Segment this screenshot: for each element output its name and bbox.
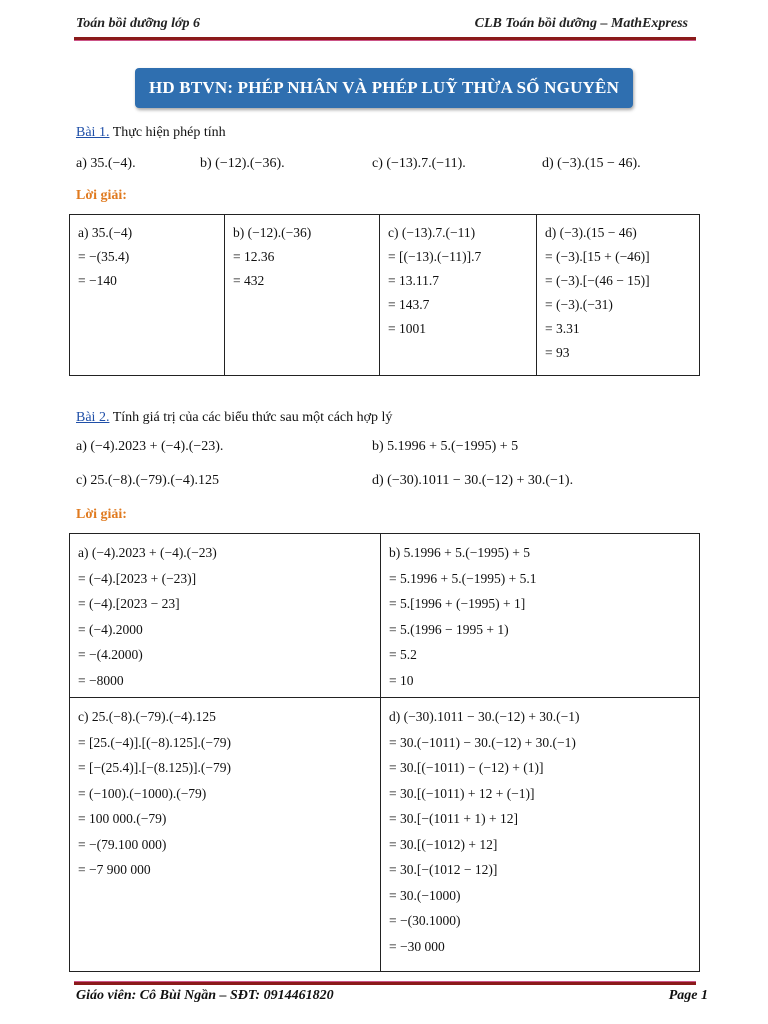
- solution-line: = (−3).(−31): [545, 297, 613, 312]
- solution-line: = −(4.2000): [78, 647, 143, 662]
- solution-line: = −140: [78, 273, 117, 288]
- solution-line: = (−100).(−1000).(−79): [78, 785, 207, 801]
- solution-line: = (−3).[15 + (−46)]: [545, 249, 650, 264]
- bai2-solution-a: [70, 534, 381, 698]
- solution-line: = 13.11.7: [388, 273, 439, 288]
- footer-left: Giáo viên: Cô Bùi Ngần – SĐT: 0914461820: [76, 988, 334, 1003]
- bai2-label: Bài 2.: [76, 410, 110, 425]
- solution-line: a) 35.(−4): [78, 225, 133, 240]
- bai1-solution-c: [380, 215, 537, 376]
- solution-line: = 1001: [388, 321, 426, 336]
- solution-line: = [−(25.4)].[−(8.125)].(−79): [78, 760, 232, 775]
- solution-line: = (−4).[2023 + (−23)]: [78, 570, 197, 586]
- solution-line: a) (−4).2023 + (−4).(−23): [78, 545, 217, 560]
- bai1-problem-c: c) (−13).7.(−11).: [372, 156, 466, 171]
- bai1-solution-a: [70, 215, 225, 376]
- solution-line: = −30 000: [389, 938, 445, 954]
- solution-line: = (−4).[2023 − 23]: [78, 596, 180, 611]
- bai2-problem-d: d) (−30).1011 − 30.(−12) + 30.(−1).: [372, 473, 574, 488]
- bai2-solution-c: [70, 698, 381, 972]
- bai1-label: Bài 1.: [76, 125, 110, 140]
- solution-line: d) (−3).(15 − 46): [545, 225, 637, 240]
- solution-line: = [25.(−4)].[(−8).125].(−79): [78, 734, 232, 750]
- title-wrap: [0, 68, 768, 108]
- footer-rule: [74, 981, 696, 985]
- solution-line: = −(79.100 000): [78, 836, 167, 852]
- solution-line: = 30.[(−1011) + 12 + (−1)]: [389, 785, 535, 801]
- solution-line: = [(−13).(−11)].7: [388, 249, 482, 264]
- solution-line: = 432: [233, 273, 265, 288]
- bai2-solution-b: [381, 534, 700, 698]
- solution-line: = 93: [545, 345, 570, 360]
- solution-line: = 5.2: [389, 647, 417, 662]
- solution-line: = 30.[−(1012 − 12)]: [389, 862, 498, 877]
- solution-line: = 3.31: [545, 321, 580, 336]
- solution-line: c) (−13).7.(−11): [388, 225, 476, 240]
- solution-line: = −8000: [78, 672, 124, 688]
- solution-line: = 5.[1996 + (−1995) + 1]: [389, 596, 526, 611]
- page-number: Page 1: [668, 988, 708, 1003]
- bai1-solution-b: [225, 215, 380, 376]
- solution-line: = (−4).2000: [78, 621, 143, 637]
- solution-line: = −(35.4): [78, 249, 130, 264]
- solution-line: b) (−12).(−36): [233, 225, 312, 240]
- solution-line: = 30.[(−1012) + 12]: [389, 836, 498, 852]
- bai2-problem-b: b) 5.1996 + 5.(−1995) + 5: [372, 439, 519, 454]
- solution-line: = 30.(−1011) − 30.(−12) + 30.(−1): [389, 734, 576, 750]
- bai2-solution-d: [381, 698, 700, 972]
- solution-line: = 30.[−(1011 + 1) + 12]: [389, 811, 518, 826]
- bai2-problem-a: a) (−4).2023 + (−4).(−23).: [76, 439, 224, 454]
- solution-line: d) (−30).1011 − 30.(−12) + 30.(−1): [389, 709, 580, 724]
- solution-line: = −(30.1000): [389, 913, 461, 928]
- solution-line: = 30.(−1000): [389, 887, 461, 903]
- bai1-loigiai: Lời giải:: [76, 188, 127, 203]
- bai1-problem-b: b) (−12).(−36).: [200, 156, 285, 171]
- bai1-solution-table: [69, 214, 700, 376]
- solution-line: = 30.[(−1011) − (−12) + (1)]: [389, 760, 544, 775]
- bai1-problem-a: a) 35.(−4).: [76, 156, 136, 171]
- solution-line: = 5.(1996 − 1995 + 1): [389, 621, 509, 637]
- bai1-solution-d: [537, 215, 700, 376]
- solution-line: = 10: [389, 672, 414, 688]
- solution-line: = 5.1996 + 5.(−1995) + 5.1: [389, 570, 537, 586]
- bai2-solution-table: [69, 533, 700, 972]
- solution-line: = (−3).[−(46 − 15)]: [545, 273, 650, 288]
- solution-line: = 100 000.(−79): [78, 811, 167, 826]
- header-rule: [74, 37, 696, 41]
- bai1-heading: [76, 125, 226, 141]
- solution-line: = 143.7: [388, 297, 430, 312]
- bai2-problem-c: c) 25.(−8).(−79).(−4).125: [76, 473, 220, 488]
- bai2-heading: [76, 410, 392, 426]
- bai2-loigiai: Lời giải:: [76, 507, 127, 522]
- bai1-text: Thực hiện phép tính: [109, 125, 226, 140]
- solution-line: b) 5.1996 + 5.(−1995) + 5: [389, 545, 530, 560]
- solution-line: c) 25.(−8).(−79).(−4).125: [78, 709, 216, 724]
- solution-line: = 12.36: [233, 249, 275, 264]
- header-left: Toán bồi dưỡng lớp 6: [76, 16, 201, 31]
- bai1-problem-d: d) (−3).(15 − 46).: [542, 156, 641, 171]
- bai2-text: Tính giá trị của các biểu thức sau một cách hợp lý: [109, 410, 393, 425]
- solution-line: = −7 900 000: [78, 862, 151, 877]
- page-title: HD BTVN: PHÉP NHÂN VÀ PHÉP LUỸ THỪA SỐ NGUYÊN: [135, 68, 633, 108]
- header-right: CLB Toán bồi dưỡng – MathExpress: [474, 16, 688, 31]
